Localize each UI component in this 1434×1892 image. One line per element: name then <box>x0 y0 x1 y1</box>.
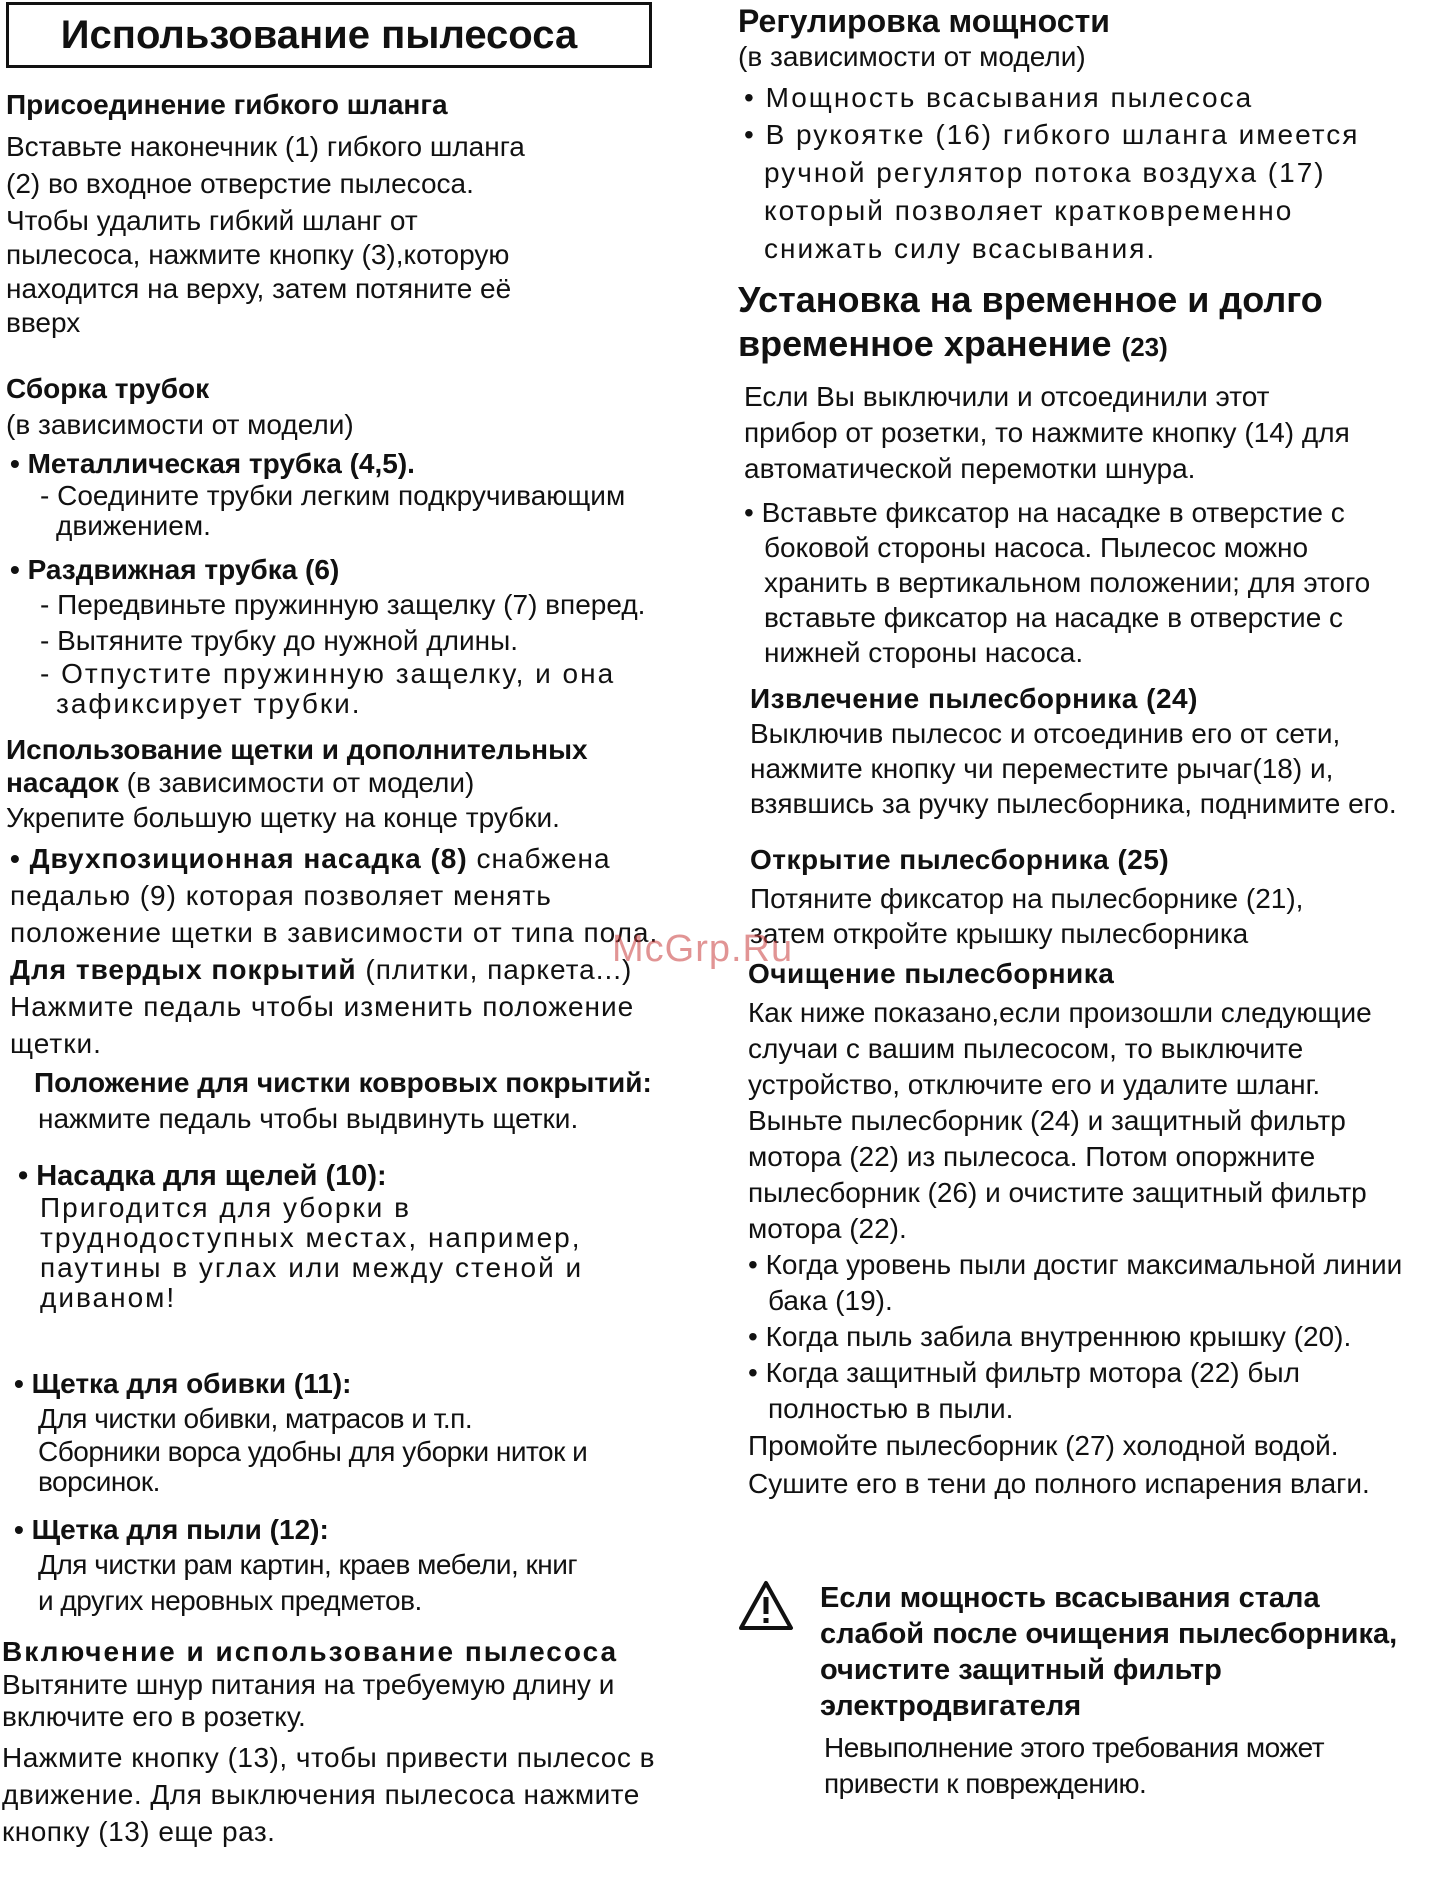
dual-position-block <box>6 840 670 1062</box>
clean-bullet-1: • Когда уровень пыли достиг максимальной линии бака (19). <box>748 1249 1403 1316</box>
clean-paragraph-2: Промойте пылесборник (27) холодной водой. <box>748 1430 1339 1461</box>
telescopic-tube-heading: • Раздвижная трубка (6) <box>10 554 340 585</box>
dual-position-text: снабжена педалью (9) которая позволяет менять положение щетки в зависимости от типа пола. <box>10 843 659 948</box>
metal-tube-step: - Соедините трубки легким подкручивающим движением. <box>40 480 626 541</box>
switch-on-paragraph-2: Нажмите кнопку (13), чтобы привести пылесос в движение. Для выключения пылесоса нажмите кнопку (13) еще раз. <box>2 1742 656 1847</box>
upholstery-heading: • Щетка для обивки (11): <box>14 1368 352 1399</box>
tubes-subtitle: (в зависимости от модели) <box>6 409 354 440</box>
brushes-heading: Использование щетки и дополнительных <box>6 734 588 765</box>
clean-paragraph-3: Сушите его в тени до полного испарения влаги. <box>748 1468 1370 1499</box>
telescopic-step-3: - Отпустите пружинную защелку, и она зафиксирует трубки. <box>40 658 616 719</box>
carpet-text: нажмите педаль чтобы выдвинуть щетки. <box>38 1103 579 1134</box>
brushes-paragraph: Укрепите большую щетку на конце трубки. <box>6 802 560 833</box>
warning-text: Невыполнение этого требования может привести к повреждению. <box>824 1732 1325 1799</box>
tubes-heading: Сборка трубок <box>6 373 210 404</box>
brushes-note: (в зависимости от модели) <box>118 767 475 798</box>
crevice-text: Пригодится для уборки в труднодоступных местах, например, паутины в углах или между стеной и диваном! <box>40 1192 584 1313</box>
metal-tube-heading: • Металлическая трубка (4,5). <box>10 448 415 479</box>
dust-brush-heading: • Щетка для пыли (12): <box>14 1514 329 1545</box>
watermark: McGrp.Ru <box>612 928 794 970</box>
warning-heading: Если мощность всасывания стала слабой после очищения пылесборника, очистите защитный фильтр электродвигателя <box>820 1582 1398 1722</box>
hose-paragraph-1: Вставьте наконечник (1) гибкого шланга (2) во входное отверстие пылесоса. <box>6 131 525 199</box>
open-paragraph: Потяните фиксатор на пылесборнике (21), затем откройте крышку пылесборника <box>750 883 1304 949</box>
dual-position-heading: • Двухпозиционная насадка (8) <box>10 843 468 874</box>
telescopic-step-1: - Передвиньте пружинную защелку (7) вперед. <box>40 589 646 620</box>
upholstery-text-2: Сборники ворса удобны для уборки ниток и ворсинок. <box>38 1436 588 1497</box>
clean-bullet-3: • Когда защитный фильтр мотора (22) был полностью в пыли. <box>748 1357 1300 1424</box>
upholstery-text-1: Для чистки обивки, матрасов и т.п. <box>38 1403 473 1434</box>
switch-on-paragraph-1: Вытяните шнур питания на требуемую длину и включите его в розетку. <box>2 1669 615 1732</box>
storage-heading <box>738 278 1378 369</box>
extract-heading: Извлечение пылесборника (24) <box>750 683 1198 714</box>
hose-heading: Присоединение гибкого шланга <box>6 89 448 120</box>
storage-heading-text: Установка на временное и долго временное хранение <box>738 279 1323 364</box>
clean-heading: Очищение пылесборника <box>748 958 1115 989</box>
dust-brush-text-2: и других неровных предметов. <box>38 1585 422 1616</box>
brushes-heading-word: насадок <box>6 767 119 798</box>
warning-content <box>820 1580 1428 1802</box>
hard-floor-text: (плитки, паркета...) Нажмите педаль чтобы изменить положение щетки. <box>10 954 635 1059</box>
power-heading: Регулировка мощности <box>738 3 1110 39</box>
page-title: Использование пылесоса <box>6 2 652 68</box>
clean-bullet-2: • Когда пыль забила внутреннюю крышку (20). <box>748 1321 1352 1352</box>
power-subtitle: (в зависимости от модели) <box>738 41 1086 72</box>
power-bullet-2: • В рукоятке (16) гибкого шланга имеется ручной регулятор потока воздуха (17) который позволяет кратковременно снижать силу всасывания. <box>744 119 1360 264</box>
open-heading: Открытие пылесборника (25) <box>750 844 1170 875</box>
crevice-heading: • Насадка для щелей (10): <box>18 1160 387 1192</box>
extract-paragraph: Выключив пылесос и отсоединив его от сети, нажмите кнопку чи переместите рычаг(18) и, взявшись за ручку пылесборника, поднимите его. <box>750 718 1397 819</box>
hose-paragraph-2: Чтобы удалить гибкий шланг от пылесоса, нажмите кнопку (3),которую находится на верху, затем потяните её вверх <box>6 205 512 338</box>
telescopic-step-2: - Вытяните трубку до нужной длины. <box>40 625 518 656</box>
switch-on-heading: Включение и использование пылесоса <box>2 1636 619 1667</box>
storage-heading-number: (23) <box>1121 332 1168 362</box>
storage-paragraph: Если Вы выключили и отсоединили этот прибор от розетки, то нажмите кнопку (14) для автоматической перемотки шнура. <box>744 381 1350 484</box>
right-column <box>738 0 1428 1799</box>
clean-paragraph: Как ниже показано,если произошли следующие случаи с вашим пылесосом, то выключите устройство, отключите его и удалите шланг. Выньте пылесборник (24) и защитный фильтр мотора (22) из пылесоса. Потом опоржните пылесборник (26) и очистите защитный фильтр мотора (22). <box>748 997 1372 1244</box>
dust-brush-text-1: Для чистки рам картин, краев мебели, книг <box>38 1549 578 1580</box>
brushes-heading-line2 <box>6 767 716 799</box>
left-column <box>2 0 716 1850</box>
storage-bullet: • Вставьте фиксатор на насадке в отверстие с боковой стороны насоса. Пылесос можно хранить в вертикальном положении; для этого вставьте фиксатор на насадке в отверстие с нижней стороны насоса. <box>744 497 1371 668</box>
carpet-heading: Положение для чистки ковровых покрытий: <box>34 1067 652 1098</box>
power-bullet-1: • Мощность всасывания пылесоса <box>744 82 1254 113</box>
warning-triangle-icon <box>738 1580 794 1632</box>
warning-box <box>738 1580 1428 1802</box>
hard-floor-heading: Для твердых покрытий <box>10 954 357 985</box>
